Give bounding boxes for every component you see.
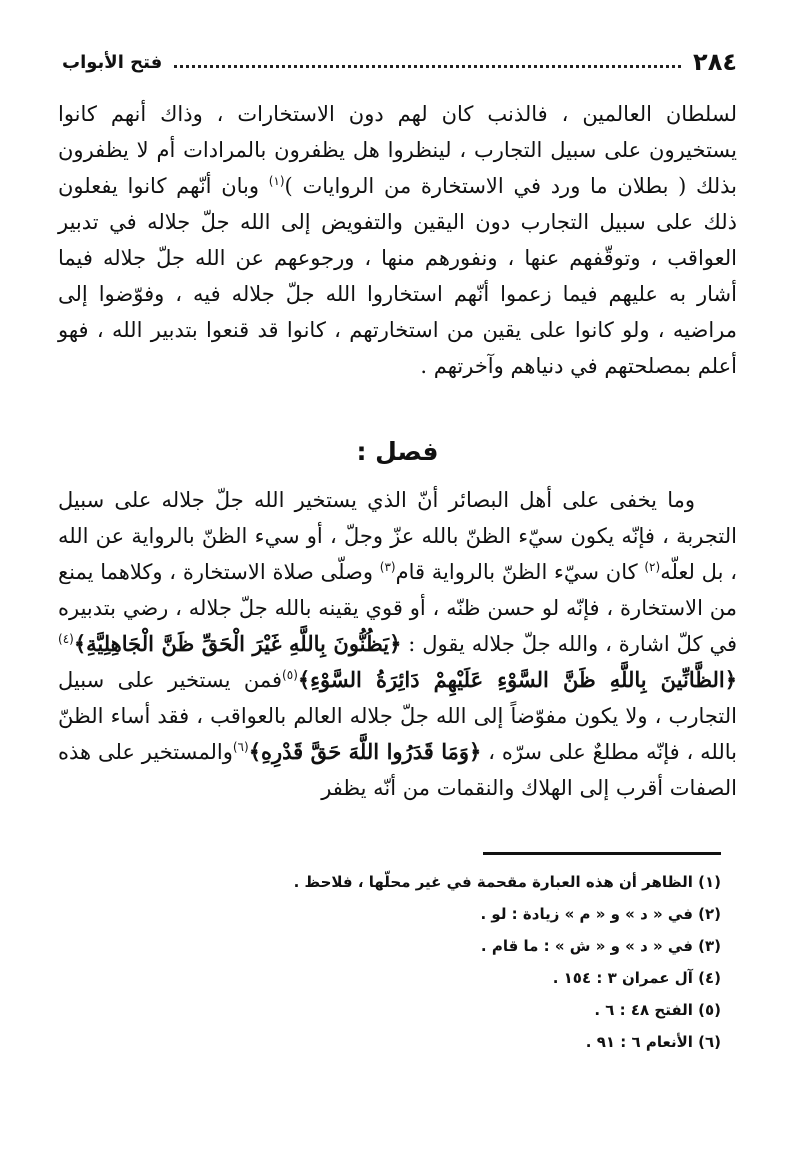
footnote-ref-2[interactable]: (٢) xyxy=(644,560,661,574)
paragraph-2-part-c: وصلّى صلاة الاستخارة ، وكلاهما يمنع من الاستخارة ، فإنّه لو حسن ظنّه ، أو قوي يقينه بالله جلّ جلاله ، رضي بتدبيره في كلّ اشارة ، والله جلّ جلاله يقول : xyxy=(58,560,737,656)
footnotes xyxy=(280,866,721,1058)
footnote-5: (٥) الفتح ٤٨ : ٦ . xyxy=(594,1001,721,1019)
page-number: ٢٨٤ xyxy=(693,48,737,76)
paragraph-2 xyxy=(58,482,737,806)
paragraph-2-part-b: كان سيّء الظنّ بالرواية قام xyxy=(395,560,645,584)
paragraph-1-text: لسلطان العالمين ، فالذنب كان لهم دون الاستخارات ، وذاك أنهم كانوا يستخيرون على سبيل التجارب ، لينظروا هل يظفرون بالمرادات أم لا يظفرون بذلك ( بطلان ما ورد في الاستخارة من الروايات ) xyxy=(58,102,737,198)
paragraph-2-part-e: والمستخير على هذه الصفات أقرب إلى الهلاك والنقمات من أنّه يظفر xyxy=(58,740,737,800)
footnote-4: (٤) آل عمران ٣ : ١٥٤ . xyxy=(552,969,721,987)
footnote-ref-4[interactable]: (٤) xyxy=(58,632,74,646)
dot-leader xyxy=(174,65,681,68)
footnote-ref-6[interactable]: (٦) xyxy=(232,740,249,754)
running-header xyxy=(62,44,737,80)
footnote-ref-5[interactable]: (٥) xyxy=(282,668,298,682)
paragraph-1-rest: وبان أنّهم كانوا يفعلون ذلك على سبيل التجارب دون اليقين والتفويض إلى الله جلّ جلاله في تدبير العواقب ، وتوقّفهم عنها ، ونفورهم منها ، ورجوعهم عن الله جلّ جلاله فيما أشار به عليهم فيما زعموا أنّهم استخاروا الله جلّ جلاله فيه ، وفوّضوا إلى مراضيه ، ولو كانوا على يقين من استخارتهم ، كانوا قد قنعوا بتدبير الله ، فهو أعلم بمصلحتهم في دنياهم وآخرتهم . xyxy=(58,174,737,378)
footnote-6: (٦) الأنعام ٦ : ٩١ . xyxy=(585,1033,721,1051)
paragraph-2-part-d: فمن يستخير على سبيل التجارب ، ولا يكون مفوّضاً إلى الله جلّ جلاله العالم بالعواقب ، فقد أساء الظنّ بالله ، فإنّه مطلعٌ على سرّه ، xyxy=(58,668,737,764)
footnote-1: (١) الظاهر أن هذه العبارة مقحمة في غير محلّها ، فلاحظ . xyxy=(293,873,721,891)
quran-verse-3: ﴿وَمَا قَدَرُوا اللَّهَ حَقَّ قَدْرِهِ﴾ xyxy=(248,739,482,764)
quran-verse-1: ﴿يَظُنُّونَ بِاللَّهِ غَيْرَ الْحَقِّ ظَنَّ الْجَاهِلِيَّةِ﴾ xyxy=(73,631,402,656)
running-title: فتح الأبواب xyxy=(62,51,163,73)
footnote-ref-3[interactable]: (٣) xyxy=(379,560,396,574)
section-heading: فصل : xyxy=(356,437,439,466)
paragraph-2-part-a: وما يخفى على أهل البصائر أنّ الذي يستخير الله جلّ جلاله على سبيل التجربة ، فإنّه يكون سيّء الظنّ بالله عزّ وجلّ ، أو سيء الظنّ بالرواية عن الله ، بل لعلّه xyxy=(58,488,737,584)
footnote-3: (٣) في « د » و « ش » : ما قام . xyxy=(480,937,721,955)
footnote-separator xyxy=(483,852,721,855)
quran-verse-2: ﴿الظَّانِّينَ بِاللَّهِ ظَنَّ السَّوْءِ عَلَيْهِمْ دَائِرَةُ السَّوْءِ﴾ xyxy=(297,667,737,692)
footnote-ref-1[interactable]: (١) xyxy=(268,174,285,188)
footnote-2: (٢) في « د » و « م » زيادة : لو . xyxy=(480,905,721,923)
paragraph-1 xyxy=(58,96,737,384)
